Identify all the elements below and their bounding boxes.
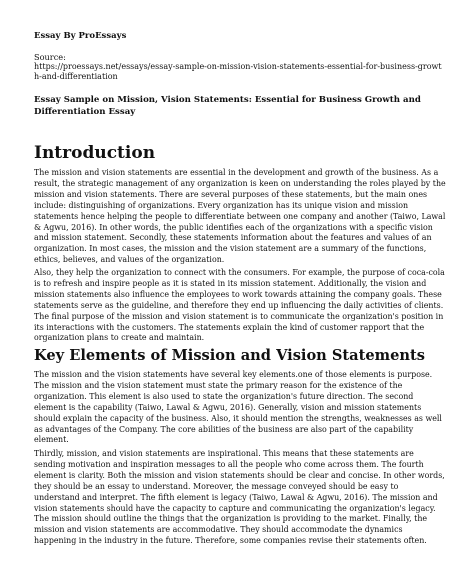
section-heading-introduction: Introduction — [34, 143, 156, 163]
paragraph: The mission and the vision statements have several key elements.one of those elements is purpose. The mission and the vision statement must state the primary reason for the existence of the organization. This element is also used to state the organization's future direction. The second element is the capability (Taiwo, Lawal & Agwu, 2016). Generally, vision and mission statements should explain the capacity of the business. Also, it should mention the strengths, weaknesses as well as advantages of the Company. The core abilities of the business are also part of the capability element. — [34, 370, 442, 445]
source-label: Source: — [34, 52, 66, 62]
source-link[interactable]: https://proessays.net/essays/essay-sample-on-mission-vision-statements-essential-for-business-growth-and-differentiation — [34, 62, 442, 81]
paragraph: The mission and vision statements are essential in the development and growth of the business. As a result, the strategic management of any organization is keen on understanding the roles played by the mission and vision statements. There are several purposes of these statements, but the main ones include: distinguishing of organizations. Every organization has its unique vision and mission statements hence helping the people to differentiate between one company and another (Taiwo, Lawal & Agwu, 2016). In other words, the public identifies each of the organizations with a specific vision and mission statement. Secondly, these statements information about the features and values of an organization. In most cases, the mission and the vision statement are a summary of the functions, ethics, believes, and values of the organization. — [34, 168, 446, 265]
paragraph: Also, they help the organization to connect with the consumers. For example, the purpose of coca-cola is to refresh and inspire people as it is stated in its mission statement. Additionally, the vision and mission statements also influence the employees to work towards attaining the company goals. These statements serve as the guideline, and therefore they end up influencing the daily activities of clients. The final purpose of the mission and vision statement is to communicate the organization's position in its interactions with the customers. The statements explain the kind of customer rapport that the organization plans to create and maintain. — [34, 268, 445, 343]
brand-name: Essay By ProEssays — [34, 31, 127, 41]
paragraph: Thirdly, mission, and vision statements are inspirational. This means that these statements are sending motivation and inspiration messages to all the people who come across them. The fourth element is clarity. Both the mission and vision statements should be clear and concise. In other words, they should be an essay to understand. Moreover, the message conveyed should be easy to understand and interpret. The fifth element is legacy (Taiwo, Lawal & Agwu, 2016). The mission and vision statements should have the capacity to capture and communicating the organization's legacy. The mission should outline the things that the organization is providing to the market. Finally, the mission and vision statements are accommodative. They should accommodate the dynamics happening in the industry in the future. Therefore, some companies revise their statements often. — [34, 449, 445, 546]
document-title: Essay Sample on Mission, Vision Statements: Essential for Business Growth and Differentiation Essay — [34, 95, 421, 117]
section-heading-key-elements: Key Elements of Mission and Vision Statements — [34, 347, 425, 364]
